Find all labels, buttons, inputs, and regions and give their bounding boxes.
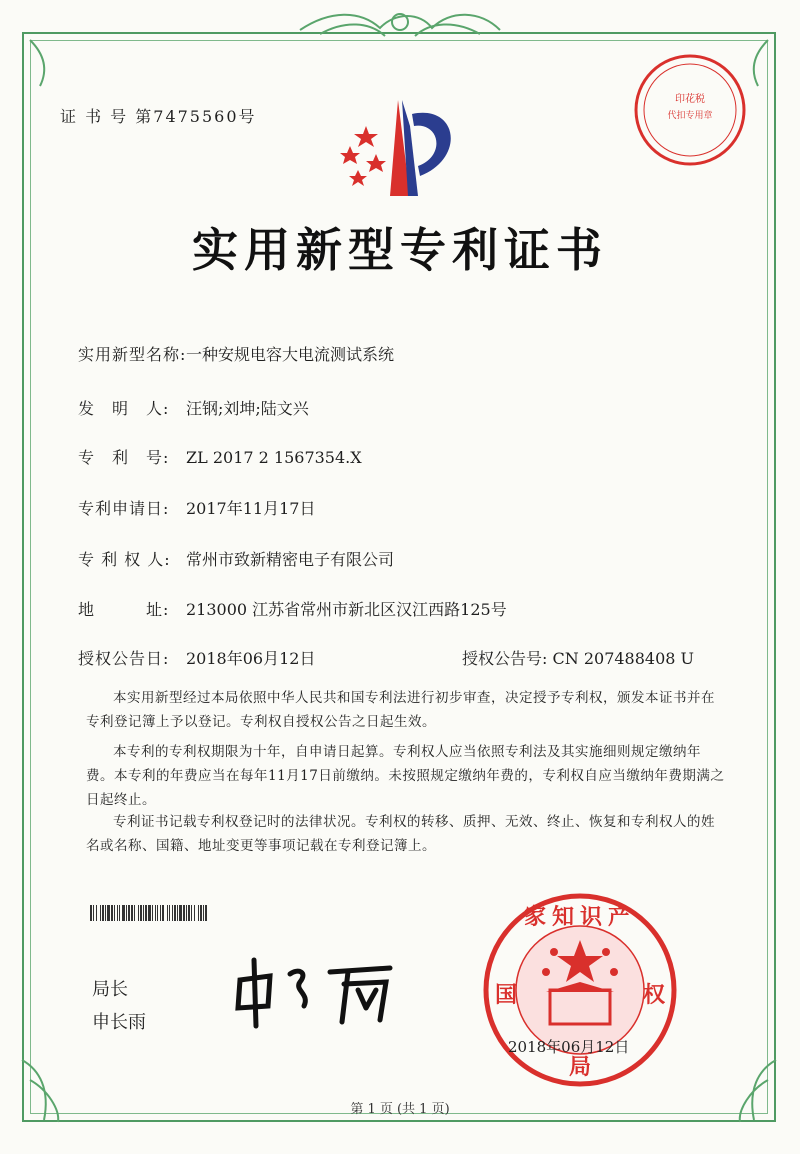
patent-office-emblem-icon [328, 96, 464, 200]
paragraph-2: 本专利的专利权期限为十年，自申请日起算。专利权人应当依照专利法及其实施细则规定缴纳年费。本专利的年费应当在每年11月17日前缴纳。未按照规定缴纳年费的，专利权自应当缴纳年费期满之日起终止。 [86, 744, 725, 808]
grant-date-row [78, 646, 315, 669]
filing-date-row [78, 496, 315, 519]
address-label: 地 址: [78, 600, 170, 619]
inventor-value: 汪钢;刘坤;陆文兴 [186, 399, 309, 418]
inventor-label: 发 明 人: [78, 399, 170, 418]
utility-model-name-row [78, 342, 394, 365]
svg-text:国: 国 [494, 983, 518, 1008]
grant-number-row [462, 646, 694, 669]
svg-text:家知识产: 家知识产 [523, 905, 637, 930]
page-number: 第 1 页 (共 1 页) [350, 1102, 450, 1117]
filing-date-value: 2017年11月17日 [186, 499, 316, 518]
certificate-title: 实用新型专利证书 [192, 223, 608, 277]
address-row [78, 597, 507, 620]
seal-date: 2018年06月12日 [508, 1038, 630, 1056]
patent-number-label: 专 利 号: [78, 448, 170, 467]
certificate-number: 证 书 号 第7475560号 [60, 107, 257, 126]
paragraph-3: 专利证书记载专利权登记时的法律状况。专利权的转移、质押、无效、终止、恢复和专利权人的姓名或名称、国籍、地址变更等事项记载在专利登记簿上。 [86, 814, 715, 854]
patentee-label: 专 利 权 人: [78, 550, 171, 569]
tax-stamp [632, 52, 748, 168]
handwritten-signature [220, 950, 420, 1030]
grant-date-label: 授权公告日: [78, 649, 170, 668]
patent-number-row [78, 445, 362, 468]
patentee-value: 常州市致新精密电子有限公司 [186, 550, 395, 569]
svg-text:代扣专用章: 代扣专用章 [667, 111, 713, 121]
svg-text:印花税: 印花税 [675, 94, 705, 105]
utility-model-name-label: 实用新型名称: [78, 345, 187, 364]
grant-number-label: 授权公告号: [462, 649, 548, 668]
grant-date-value: 2018年06月12日 [186, 649, 316, 668]
address-value: 213000 江苏省常州市新北区汉江西路125号 [186, 600, 507, 619]
official-seal [482, 892, 678, 1088]
patentee-row [78, 547, 394, 570]
director-name: 申长雨 [92, 1012, 146, 1033]
patent-number-value: ZL 2017 2 1567354.X [186, 448, 362, 467]
barcode-bar [207, 905, 208, 921]
paragraph-1: 本实用新型经过本局依照中华人民共和国专利法进行初步审查，决定授予专利权，颁发本证书并在专利登记簿上予以登记。专利权自授权公告之日起生效。 [86, 690, 715, 730]
barcode [90, 905, 302, 921]
grant-number-value: CN 207488408 U [552, 649, 695, 668]
svg-text:权: 权 [642, 983, 666, 1008]
utility-model-name-value: 一种安规电容大电流测试系统 [186, 345, 395, 364]
filing-date-label: 专利申请日: [78, 499, 170, 518]
director-title: 局长 [92, 979, 128, 1000]
svg-text:局: 局 [568, 1055, 592, 1080]
inventor-row [78, 396, 309, 419]
